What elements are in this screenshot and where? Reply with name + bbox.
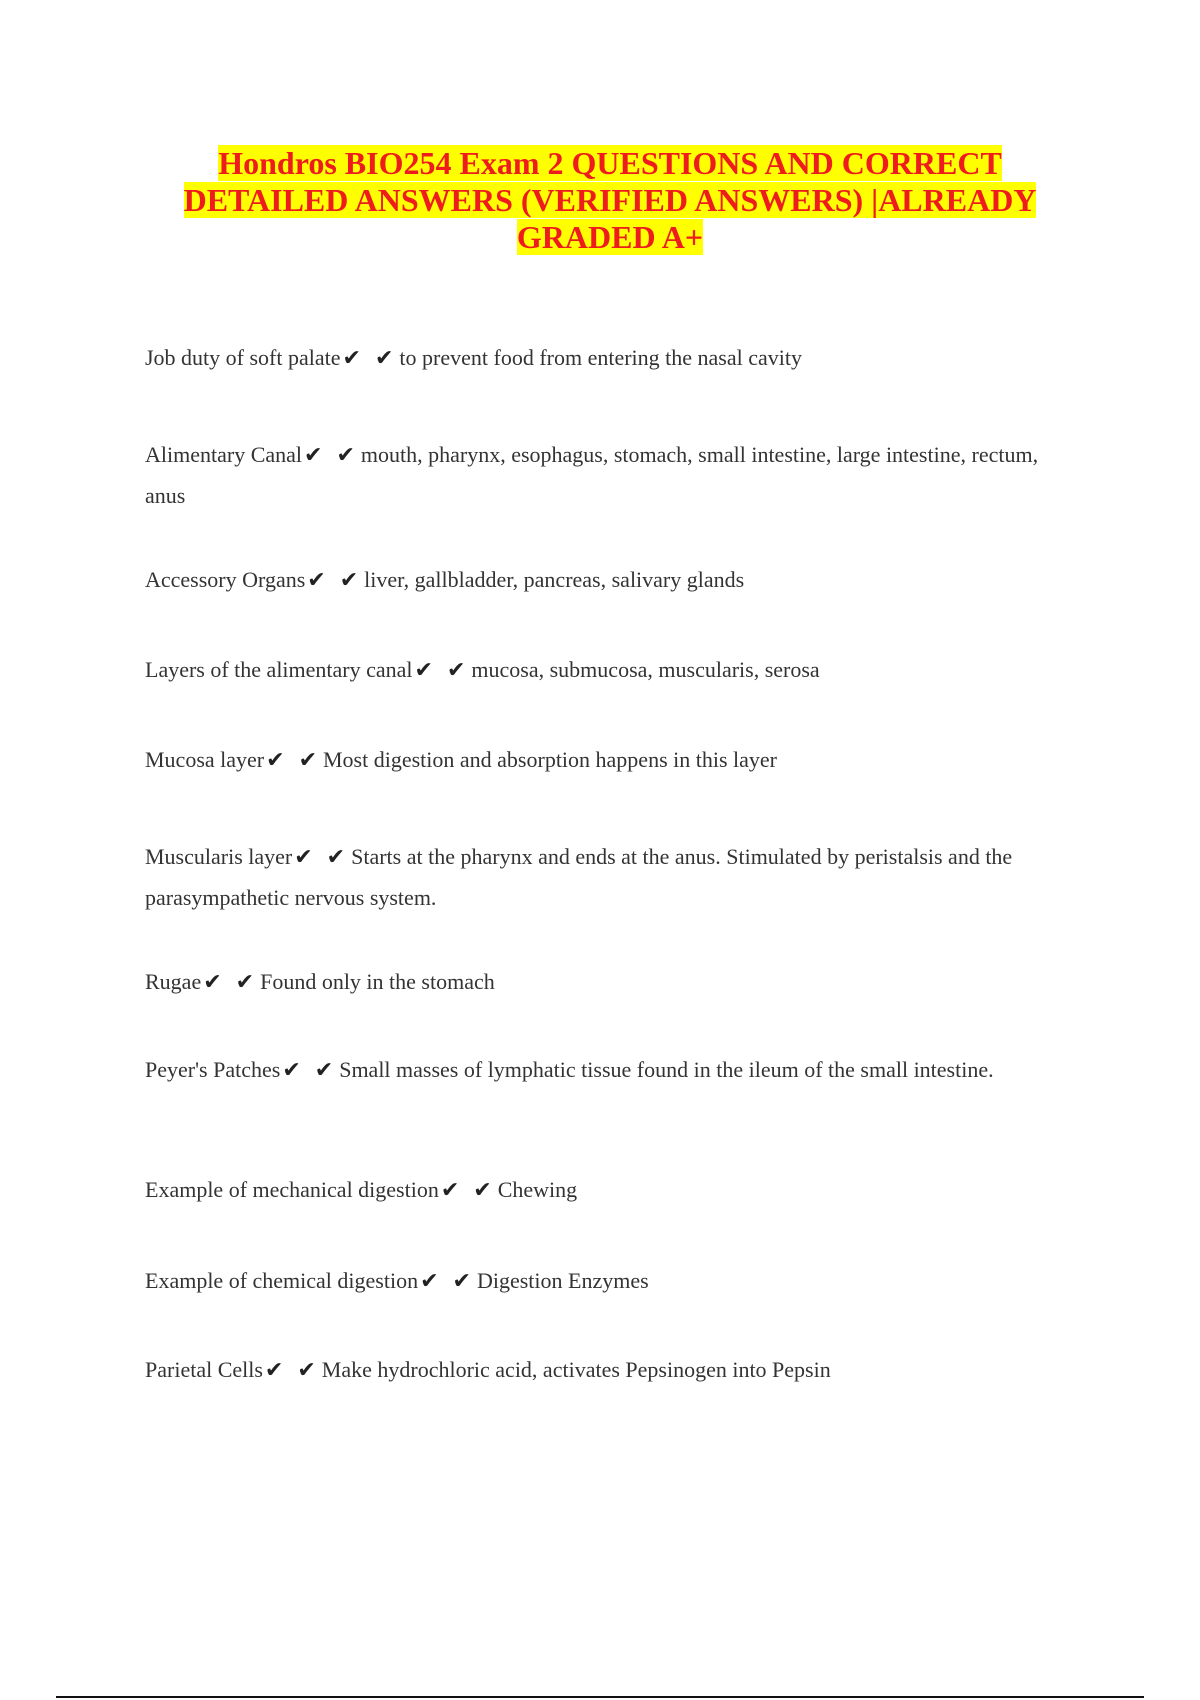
qa-answer: Most digestion and absorption happens in this layer — [323, 747, 777, 772]
check-icon: ✔ — [203, 970, 222, 995]
check-icon: ✔ — [342, 346, 361, 371]
qa-answer: Starts at the pharynx and ends at the anus. Stimulated by peristalsis and the parasympathetic nervous system. — [145, 844, 1013, 910]
qa-term: Parietal Cells — [145, 1357, 263, 1382]
qa-item — [145, 1170, 1045, 1211]
check-icon: ✔ — [297, 1358, 316, 1383]
qa-term: Accessory Organs — [145, 567, 306, 592]
check-icon: ✔ — [420, 1269, 439, 1294]
qa-answer: Chewing — [497, 1177, 578, 1202]
qa-answer: Digestion Enzymes — [476, 1268, 649, 1293]
qa-term: Rugae — [145, 969, 202, 994]
check-icon: ✔ — [452, 1269, 471, 1294]
check-icon: ✔ — [266, 748, 285, 773]
qa-answer: Found only in the stomach — [260, 969, 495, 994]
qa-answer: mouth, pharynx, esophagus, stomach, small intestine, large intestine, rectum, anus — [145, 442, 1039, 508]
check-icon: ✔ — [307, 568, 326, 593]
qa-item — [145, 837, 1045, 918]
qa-answer: Small masses of lymphatic tissue found in the ileum of the small intestine. — [339, 1057, 994, 1082]
check-icon: ✔ — [298, 748, 317, 773]
document-title — [150, 145, 1070, 256]
check-icon: ✔ — [339, 568, 359, 593]
qa-answer: mucosa, submucosa, muscularis, serosa — [471, 657, 820, 682]
qa-item — [145, 435, 1045, 516]
check-icon: ✔ — [414, 658, 433, 683]
check-icon: ✔ — [374, 346, 394, 371]
check-icon: ✔ — [282, 1058, 301, 1083]
qa-term: Peyer's Patches — [145, 1057, 281, 1082]
qa-term: Muscularis layer — [145, 844, 293, 869]
footer-divider — [56, 1696, 1144, 1698]
check-icon: ✔ — [304, 443, 323, 468]
check-icon: ✔ — [473, 1178, 492, 1203]
qa-answer: to prevent food from entering the nasal cavity — [399, 345, 802, 370]
qa-term: Alimentary Canal — [145, 442, 303, 467]
check-icon: ✔ — [264, 1358, 284, 1383]
qa-item — [145, 650, 1045, 691]
qa-term: Example of mechanical digestion — [145, 1177, 439, 1202]
check-icon: ✔ — [314, 1058, 334, 1083]
qa-item — [145, 560, 1045, 601]
qa-item — [145, 338, 1045, 379]
check-icon: ✔ — [336, 443, 355, 468]
qa-item — [145, 962, 1045, 1003]
qa-term: Layers of the alimentary canal — [145, 657, 413, 682]
qa-term: Mucosa layer — [145, 747, 265, 772]
check-icon: ✔ — [235, 970, 255, 995]
check-icon: ✔ — [446, 658, 466, 683]
qa-item — [145, 740, 1045, 781]
check-icon: ✔ — [326, 845, 346, 870]
qa-answer: liver, gallbladder, pancreas, salivary glands — [364, 567, 745, 592]
title-highlight: Hondros BIO254 Exam 2 QUESTIONS AND CORRECT DETAILED ANSWERS (VERIFIED ANSWERS) |ALREADY GRADED A+ — [183, 145, 1037, 255]
qa-item — [145, 1350, 1045, 1391]
qa-answer: Make hydrochloric acid, activates Pepsinogen into Pepsin — [321, 1357, 831, 1382]
check-icon: ✔ — [440, 1178, 460, 1203]
qa-term: Job duty of soft palate — [145, 345, 341, 370]
qa-term: Example of chemical digestion — [145, 1268, 419, 1293]
qa-item — [145, 1261, 1045, 1302]
check-icon: ✔ — [294, 845, 313, 870]
qa-item — [145, 1055, 1045, 1085]
